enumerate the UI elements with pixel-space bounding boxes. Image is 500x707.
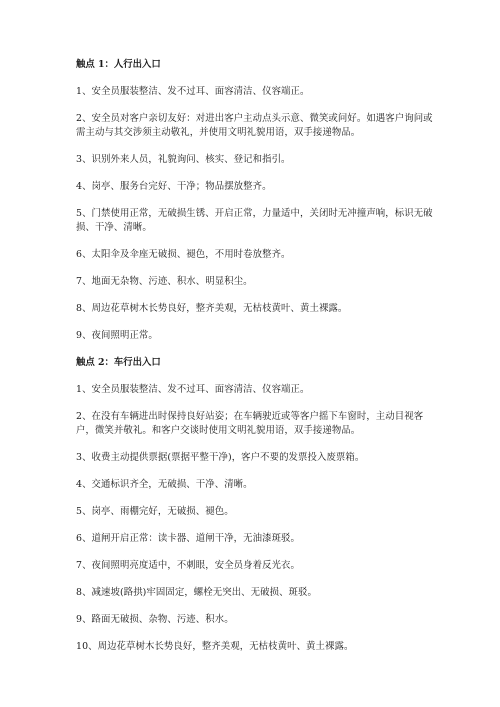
list-item: 2、在没有车辆进出时保持良好站姿；在车辆驶近或等客户摇下车窗时，主动目视客户，微笑并敬礼。和客户交谈时使用文明礼貌用语，双手接递物品。 xyxy=(76,411,424,436)
list-item: 3、识别外来人员，礼貌询问、核实、登记和指引。 xyxy=(76,154,291,165)
list-item: 4、交通标识齐全，无破损、干净、清晰。 xyxy=(76,479,253,490)
list-item: 9、路面无破损、杂物、污迹、积水。 xyxy=(76,614,234,625)
list-item: 1、安全员服装整洁、发不过耳、面容清洁、仪容端正。 xyxy=(76,86,310,97)
document-page xyxy=(76,58,440,654)
list-item: 10、周边花草树木长势良好，整齐美观，无枯枝黄叶、黄土裸露。 xyxy=(76,641,354,652)
list-item: 8、减速坡(路拱)牢固固定，螺栓无突出、无破损、斑驳。 xyxy=(76,587,317,598)
section-title-pedestrian-entrance: 触点 1：人行出入口 xyxy=(76,59,161,70)
section-title-vehicle-entrance: 触点 2：车行出入口 xyxy=(76,357,161,368)
list-item: 7、夜间照明亮度适中，不刺眼，安全员身着反光衣。 xyxy=(76,560,300,571)
list-item: 1、安全员服装整洁、发不过耳、面容清洁、仪容端正。 xyxy=(76,384,310,395)
list-item: 6、道闸开启正常：读卡器、道闸干净，无油漆斑驳。 xyxy=(76,533,300,544)
list-item: 2、安全员对客户亲切友好：对进出客户主动点头示意、微笑或问好。如遇客户询问或需主动与其交涉须主动敬礼，并使用文明礼貌用语，双手接递物品。 xyxy=(76,113,433,138)
list-item: 8、周边花草树木长势良好，整齐美观，无枯枝黄叶、黄土裸露。 xyxy=(76,303,348,314)
list-item: 4、岗亭、服务台完好、干净；物品摆放整齐。 xyxy=(76,181,272,192)
list-item: 9、夜间照明正常。 xyxy=(76,330,158,341)
list-item: 7、地面无杂物、污迹、积水、明显积尘。 xyxy=(76,276,253,287)
list-item: 6、太阳伞及伞座无破损、褪色，不用时卷放整齐。 xyxy=(76,249,291,260)
list-item: 5、岗亭、雨棚完好，无破损、褪色。 xyxy=(76,506,234,517)
list-item: 3、收费主动提供票据(票据平整干净)，客户不要的发票投入废票箱。 xyxy=(76,452,365,463)
list-item: 5、门禁使用正常，无破损生锈、开启正常，力量适中，关闭时无冲撞声响，标识无破损、干净、清晰。 xyxy=(76,208,433,233)
